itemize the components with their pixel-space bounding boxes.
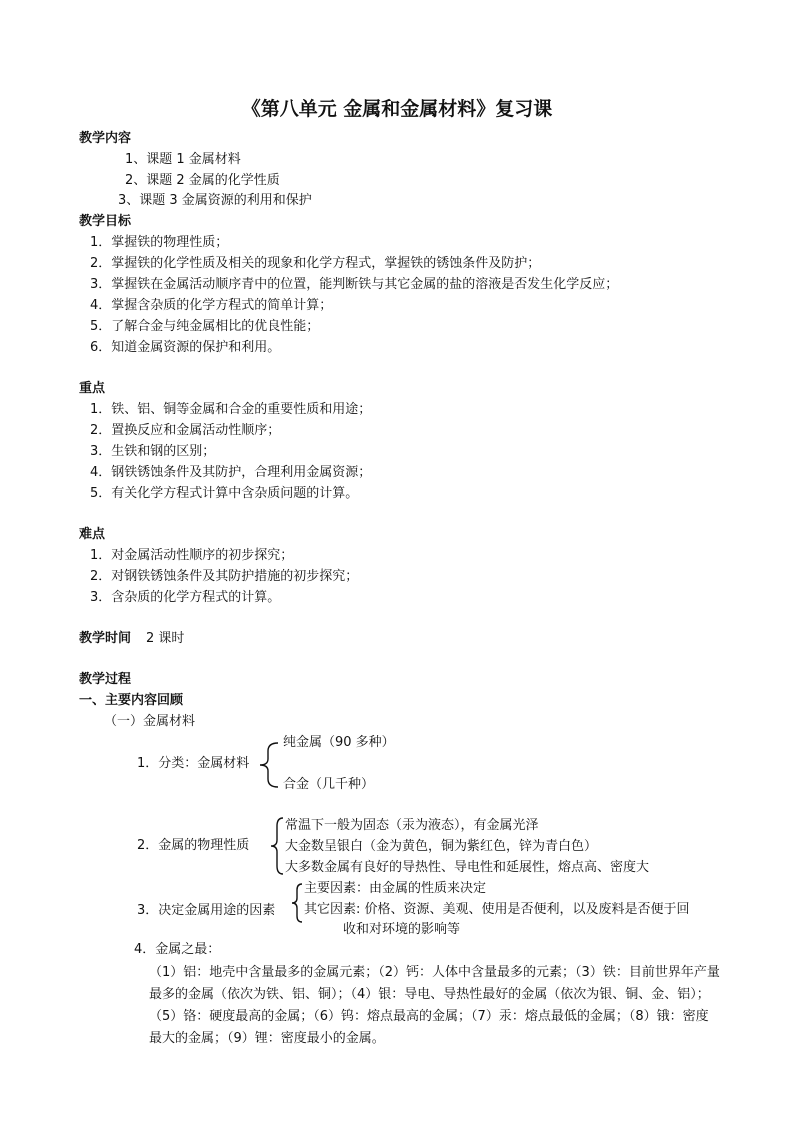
physical-branch: 大金数呈银白（金为黄色，铜为紫红色，锌为青白色）	[285, 839, 598, 854]
physical-label: 2．金属的物理性质	[137, 838, 250, 853]
time-label: 教学时间	[79, 631, 132, 646]
classification-branch: 纯金属（90 多种）	[283, 735, 395, 750]
goal-item: 4．掌握含杂质的化学方程式的简单计算；	[90, 298, 333, 313]
difficulties-heading: 难点	[79, 527, 106, 542]
goal-item: 3．掌握铁在金属活动顺序青中的位置，能判断铁与其它金属的盐的溶液是否发生化学反应；	[90, 277, 619, 292]
key-point-item: 3．生铁和钢的区别；	[90, 444, 216, 459]
key-point-item: 1．铁、铝、铜等金属和合金的重要性质和用途；	[90, 402, 372, 417]
goal-item: 2．掌握铁的化学性质及相关的现象和化学方程式，掌握铁的锈蚀条件及防护；	[90, 256, 541, 271]
difficulty-item: 2．对钢铁锈蚀条件及其防护措施的初步探究；	[90, 569, 359, 584]
key-points-heading: 重点	[79, 381, 106, 396]
goals-heading: 教学目标	[79, 214, 132, 229]
key-point-item: 4．钢铁锈蚀条件及其防护，合理利用金属资源；	[90, 465, 372, 480]
usage-label: 3．决定金属用途的因素	[137, 903, 276, 918]
content-item: 2、课题 2 金属的化学性质	[125, 173, 280, 188]
superlatives-label: 4．金属之最：	[134, 942, 221, 957]
key-point-item: 2．置换反应和金属活动性顺序；	[90, 423, 281, 438]
process-heading: 教学过程	[79, 672, 132, 687]
usage-branch: 其它因素: 价格、资源、美观、使用是否便利，以及废料是否便于回	[304, 902, 690, 917]
goal-item: 6．知道金属资源的保护和利用。	[90, 340, 281, 355]
usage-branch: 收和对环境的影响等	[343, 922, 461, 937]
superlatives-paragraph: （1）铝：地壳中含量最多的金属元素；（2）钙：人体中含量最多的元素；（3）铁：目前世界年产量最多的金属（依次为铁、铝、铜）；（4）银：导电、导热性最好的金属（依次为银、铜、金、铝）；（5）铬：硬度最高的金属；（6）钨：熔点最高的金属；（7）汞：熔点最低的金属；（8）锇：密度最大的金属；（9）锂：密度最小的金属。	[149, 965, 720, 1046]
goal-item: 1．掌握铁的物理性质；	[90, 235, 229, 250]
physical-branch: 常温下一般为固态（汞为液态），有金属光泽	[285, 818, 539, 833]
physical-branch: 大多数金属有良好的导热性、导电性和延展性，熔点高、密度大	[285, 860, 650, 875]
content-heading: 教学内容	[79, 131, 132, 146]
usage-branch: 主要因素：由金属的性质来决定	[304, 881, 487, 896]
brace-icon	[289, 882, 305, 924]
difficulty-item: 3．含杂质的化学方程式的计算。	[90, 590, 281, 605]
goal-item: 5．了解合金与纯金属相比的优良性能；	[90, 319, 320, 334]
brace-icon	[268, 816, 286, 876]
key-point-item: 5．有关化学方程式计算中含杂质问题的计算。	[90, 486, 359, 501]
section-heading: 一、主要内容回顾	[79, 693, 184, 708]
subsection-heading: （一）金属材料	[104, 714, 196, 729]
time-value: 2 课时	[146, 631, 185, 646]
difficulty-item: 1．对金属活动性顺序的初步探究；	[90, 548, 294, 563]
brace-icon	[256, 741, 282, 789]
content-item: 1、课题 1 金属材料	[125, 152, 241, 167]
content-item: 3、课题 3 金属资源的利用和保护	[118, 193, 312, 208]
classification-label: 1．分类：金属材料	[137, 756, 250, 771]
page-title: 《第八单元 金属和金属材料》复习课	[241, 98, 553, 120]
classification-branch: 合金（几千种）	[283, 777, 375, 792]
